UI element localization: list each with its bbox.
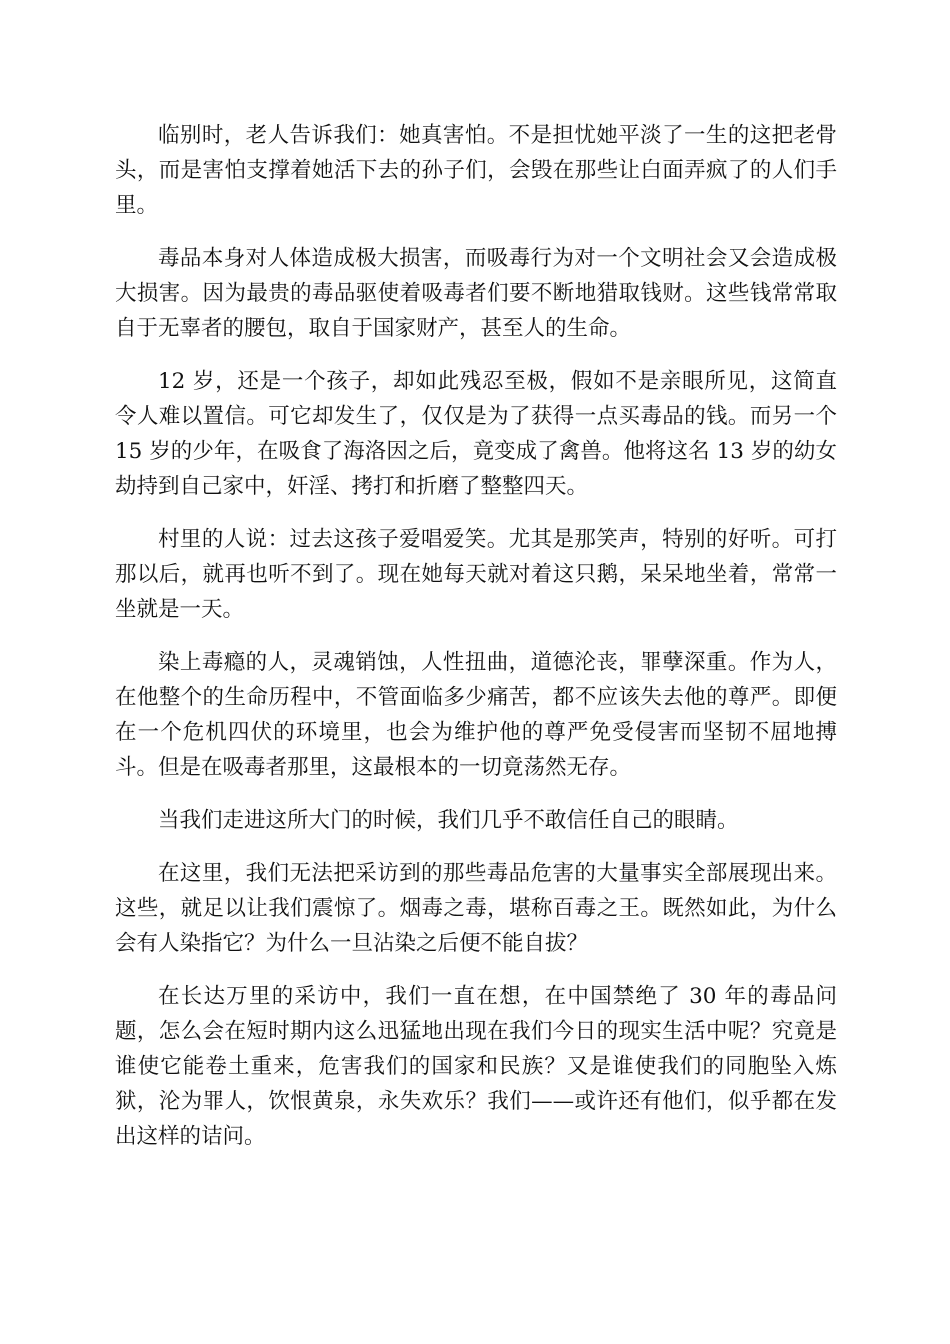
paragraph-7: 在这里，我们无法把采访到的那些毒品危害的大量事实全部展现出来。这些，就足以让我们震惊了。烟毒之毒，堪称百毒之王。既然如此，为什么会有人染指它？为什么一旦沾染之后便不能自拔？ bbox=[115, 861, 837, 956]
document-page bbox=[115, 118, 837, 1172]
paragraph-5: 染上毒瘾的人，灵魂销蚀，人性扭曲，道德沦丧，罪孽深重。作为人，在他整个的生命历程中，不管面临多少痛苦，都不应该失去他的尊严。即便在一个危机四伏的环境里，也会为维护他的尊严免受侵害而坚韧不屈地搏斗。但是在吸毒者那里，这最根本的一切竟荡然无存。 bbox=[115, 650, 837, 780]
paragraph-2: 毒品本身对人体造成极大损害，而吸毒行为对一个文明社会又会造成极大损害。因为最贵的毒品驱使着吸毒者们要不断地猎取钱财。这些钱常常取自于无辜者的腰包，取自于国家财产，甚至人的生命。 bbox=[115, 246, 837, 341]
paragraph-8: 在长达万里的采访中，我们一直在想，在中国禁绝了 30 年的毒品问题，怎么会在短时期内这么迅猛地出现在我们今日的现实生活中呢？究竟是谁使它能卷土重来，危害我们的国家和民族？又是谁使我们的同胞坠入炼狱，沦为罪人，饮恨黄泉，永失欢乐？我们——或许还有他们，似乎都在发出这样的诘问。 bbox=[115, 984, 837, 1149]
paragraph-6: 当我们走进这所大门的时候，我们几乎不敢信任自己的眼睛。 bbox=[158, 808, 739, 833]
paragraph-1: 临别时，老人告诉我们：她真害怕。不是担忧她平淡了一生的这把老骨头，而是害怕支撑着她活下去的孙子们，会毁在那些让白面弄疯了的人们手里。 bbox=[115, 123, 837, 218]
paragraph-4: 村里的人说：过去这孩子爱唱爱笑。尤其是那笑声，特别的好听。可打那以后，就再也听不到了。现在她每天就对着这只鹅，呆呆地坐着，常常一坐就是一天。 bbox=[115, 527, 837, 622]
paragraph-3: 12 岁，还是一个孩子，却如此残忍至极，假如不是亲眼所见，这简直令人难以置信。可它却发生了，仅仅是为了获得一点买毒品的钱。而另一个 15 岁的少年，在吸食了海洛因之后，竟变成了禽兽。他将这名 13 岁的幼女劫持到自己家中，奸淫、拷打和折磨了整整四天。 bbox=[115, 369, 837, 499]
